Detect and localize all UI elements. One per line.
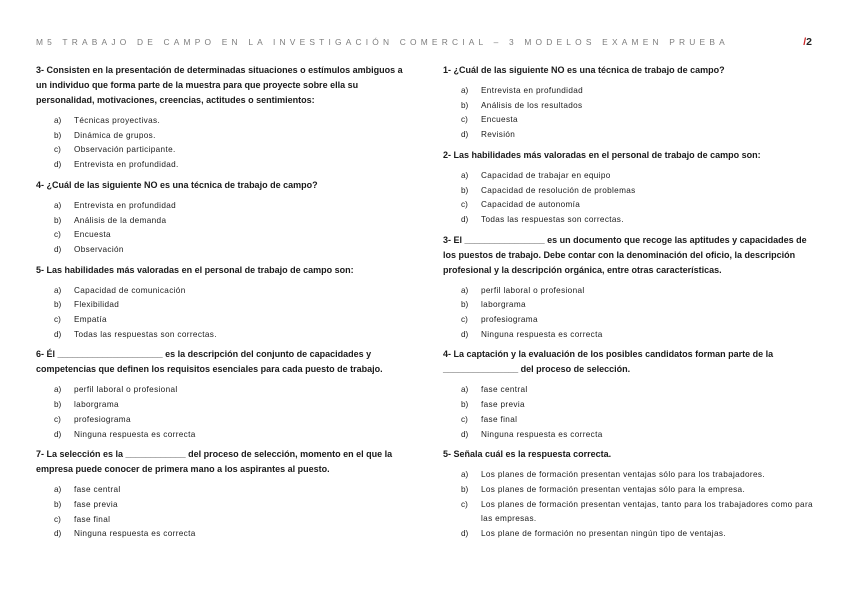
option-letter: b) [54,300,62,310]
option-text: Entrevista en profundidad [74,200,177,210]
option-letter: a) [54,285,62,295]
option-text: Capacidad de comunicación [74,285,186,295]
option-text: Ninguna respuesta es correcta [481,329,603,339]
option-letter: b) [461,400,469,410]
page-number-value: 2 [806,36,812,48]
option-item [36,413,414,428]
question-block [36,347,414,442]
option-item [443,413,815,428]
option-text: Los planes de formación presentan ventajas sólo para la empresa. [481,484,746,494]
question-text: 1- ¿Cuál de las siguiente NO es una técnica de trabajo de campo? [443,65,725,75]
option-text: Técnicas proyectivas. [74,116,161,125]
option-letter: c) [54,230,61,240]
option-text: Capacidad de trabajar en equipo [481,170,611,180]
option-text: laborgrama [481,300,526,310]
question-text: 5- Las habilidades más valoradas en el personal de trabajo de campo son: [36,264,354,275]
option-text: Encuesta [74,230,111,240]
option-text: Todas las respuestas son correctas. [74,329,217,339]
question-text: 4- ¿Cuál de las siguiente NO es una técnica de trabajo de campo? [36,179,318,190]
options-list [443,468,815,542]
option-letter: a) [54,385,62,395]
option-letter: c) [54,514,61,524]
option-letter: d) [461,130,469,140]
option-item [36,383,414,398]
option-text: Los planes de formación presentan ventajas sólo para los trabajadores. [481,470,765,480]
option-item [36,398,414,413]
option-text: profesiograma [74,414,131,424]
question-block [443,347,815,442]
option-text: Empatía [74,315,107,325]
question-text: 6- Él _____________________ es la descripción del conjunto de capacidades y competencias que definen los requisitos esenciales para cada puesto de trabajo. [36,349,383,375]
option-text: Entrevista en profundidad [481,86,584,95]
header-title: M5 TRABAJO DE CAMPO EN LA INVESTIGACIÓN COMERCIAL – 3 MODELOS EXAMEN PRUEBA [36,37,729,47]
option-letter: a) [54,485,62,495]
option-item [36,129,414,144]
option-text: Observación participante. [74,145,176,155]
option-letter: b) [54,499,62,509]
option-item [443,213,815,228]
option-item [443,128,815,143]
option-text: Encuesta [481,115,518,125]
option-text: perfil laboral o profesional [74,385,178,395]
option-item [443,398,815,413]
option-item [36,498,414,513]
question-block [443,447,815,542]
options-list [443,284,815,343]
option-item [443,383,815,398]
option-letter: b) [461,484,469,494]
document-header [36,37,808,47]
option-text: fase final [481,414,518,424]
option-letter: c) [461,115,468,125]
option-letter: a) [461,86,469,95]
option-text: Los plane de formación no presentan ningún tipo de ventajas. [481,529,726,539]
question-text: 5- Señala cuál es la respuesta correcta. [443,449,612,460]
option-text: fase previa [481,400,525,410]
option-item [36,313,414,328]
option-text: laborgrama [74,400,119,410]
options-list [443,84,815,143]
option-letter: d) [461,529,469,539]
option-letter: d) [54,329,62,339]
option-item [36,298,414,313]
option-text: Los planes de formación presentan ventajas, tanto para los trabajadores como para las empresas. [481,499,813,524]
option-item [36,284,414,299]
option-text: Capacidad de autonomía [481,200,581,210]
option-letter: c) [461,414,468,424]
option-letter: d) [461,329,469,339]
option-item [443,113,815,128]
option-item [36,527,414,542]
option-item [443,483,815,498]
option-text: fase final [74,514,111,524]
option-text: profesiograma [481,315,538,325]
option-item [36,513,414,528]
page-number [803,36,812,48]
option-text: Análisis de los resultados [481,100,583,110]
option-letter: b) [461,185,469,195]
option-letter: b) [54,130,62,140]
question-text: 4- La captación y la evaluación de los posibles candidatos forman parte de la _______________ del proceso de selección. [443,349,774,375]
options-list [36,199,414,258]
option-letter: a) [461,470,469,480]
question-text: 2- Las habilidades más valoradas en el personal de trabajo de campo son: [443,149,761,160]
option-letter: c) [461,200,468,210]
options-list [36,284,414,343]
option-letter: a) [461,285,469,295]
option-letter: c) [54,315,61,325]
option-item [443,198,815,213]
option-letter: d) [54,244,62,254]
option-letter: b) [54,215,62,225]
option-item [443,498,815,527]
right-column [443,63,815,547]
option-text: Ninguna respuesta es correcta [481,429,603,439]
option-letter: a) [54,116,62,125]
option-letter: a) [461,170,469,180]
question-text: 3- El ________________ es un documento que recoge las aptitudes y capacidades de los puestos de trabajo. Debe contar con la denominación del oficio, la descripción profesional y la descripción orgánica, entre otras características. [443,234,807,275]
option-item [443,468,815,483]
option-item [36,158,414,173]
option-letter: b) [461,300,469,310]
options-list [443,169,815,228]
option-letter: c) [54,145,61,155]
option-item [443,298,815,313]
option-text: fase central [74,485,121,495]
option-text: fase previa [74,499,118,509]
option-letter: d) [461,214,469,224]
option-text: fase central [481,385,528,395]
option-text: perfil laboral o profesional [481,285,585,295]
option-item [36,199,414,214]
option-text: Todas las respuestas son correctas. [481,214,624,224]
option-text: Ninguna respuesta es correcta [74,429,196,439]
option-item [36,214,414,229]
options-list [443,383,815,442]
option-item [443,99,815,114]
option-text: Observación [74,244,124,254]
question-block [36,178,414,258]
question-block [36,447,414,542]
question-text: 3- Consisten en la presentación de determinadas situaciones o estímulos ambiguos a un individuo que forma parte de la muestra para que proyecte sobre ella su personalidad, motivaciones, creencias, actitudes o sentimientos: [36,65,403,105]
option-text: Dinámica de grupos. [74,130,156,140]
option-letter: a) [54,200,62,210]
option-item [36,243,414,258]
option-text: Revisión [481,130,516,140]
option-item [443,428,815,443]
left-column [36,63,414,547]
option-item [443,169,815,184]
option-letter: c) [461,499,468,509]
option-item [443,527,815,542]
option-item [443,284,815,299]
question-text: 7- La selección es la ____________ del proceso de selección, momento en el que la empresa puede conocer de primera mano a los aspirantes al puesto. [36,449,393,475]
option-letter: d) [461,429,469,439]
question-block [36,263,414,343]
option-text: Capacidad de resolución de problemas [481,185,636,195]
option-letter: b) [461,100,469,110]
option-text: Flexibilidad [74,300,120,310]
option-letter: d) [54,160,62,170]
option-letter: b) [54,400,62,410]
page-slash: / [803,36,807,48]
option-letter: d) [54,429,62,439]
option-text: Entrevista en profundidad. [74,160,179,170]
question-block [443,63,815,143]
option-item [36,228,414,243]
option-item [443,328,815,343]
option-item [443,184,815,199]
question-block [36,63,414,173]
option-item [443,84,815,99]
option-letter: d) [54,529,62,539]
option-letter: c) [461,315,468,325]
question-block [443,233,815,343]
option-letter: c) [54,414,61,424]
option-item [36,428,414,443]
question-block [443,148,815,228]
option-item [443,313,815,328]
option-text: Análisis de la demanda [74,215,167,225]
option-item [36,483,414,498]
option-item [36,114,414,129]
option-item [36,328,414,343]
option-letter: a) [461,385,469,395]
options-list [36,483,414,542]
option-item [36,143,414,158]
option-text: Ninguna respuesta es correcta [74,529,196,539]
options-list [36,114,414,173]
options-list [36,383,414,442]
